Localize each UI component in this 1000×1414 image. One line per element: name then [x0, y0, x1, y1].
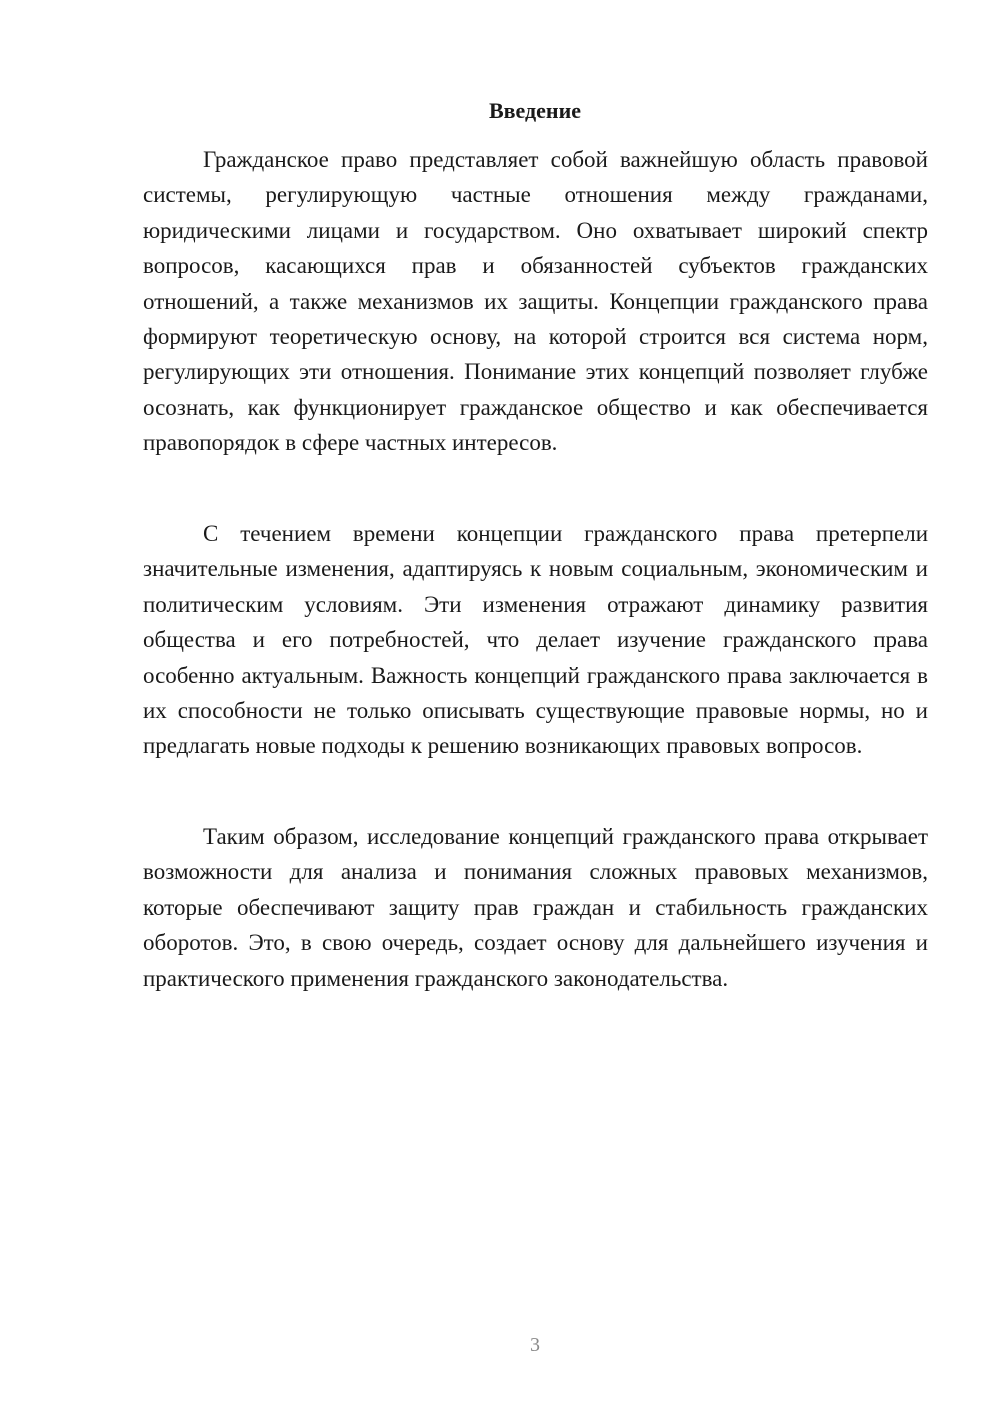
section-title: Введение — [488, 98, 582, 123]
page-number: 3 — [530, 1334, 540, 1356]
paragraph: Таким образом, исследование концепций гражданского права открывает возможности для анализа и понимания сложных правовых механизмов, которые обеспечивают защиту прав граждан и стабильность гражданских оборотов. Это, в свою очередь, создает основу для дальнейшего изучения и практического применения гражданского законодательства. — [143, 824, 928, 991]
paragraph: С течением времени концепции гражданского права претерпели значительные изменения, адаптируясь к новым социальным, экономическим и политическим условиям. Эти изменения отражают динамику развития общества и его потребностей, что делает изучение гражданского права особенно актуальным. Важность концепций гражданского права заключается в их способности не только описывать существующие правовые нормы, но и предлагать новые подходы к решению возникающих правовых вопросов. — [143, 521, 928, 759]
paragraph: Гражданское право представляет собой важнейшую область правовой системы, регулирующую частные отношения между гражданами, юридическими лицами и государством. Оно охватывает широкий спектр вопросов, касающихся прав и обязанностей субъектов гражданских отношений, а также механизмов их защиты. Концепции гражданского права формируют теоретическую основу, на которой строится вся система норм, регулирующих эти отношения. Понимание этих концепций позволяет глубже осознать, как функционирует гражданское общество и как обеспечивается правопорядок в сфере частных интересов. — [143, 147, 928, 456]
